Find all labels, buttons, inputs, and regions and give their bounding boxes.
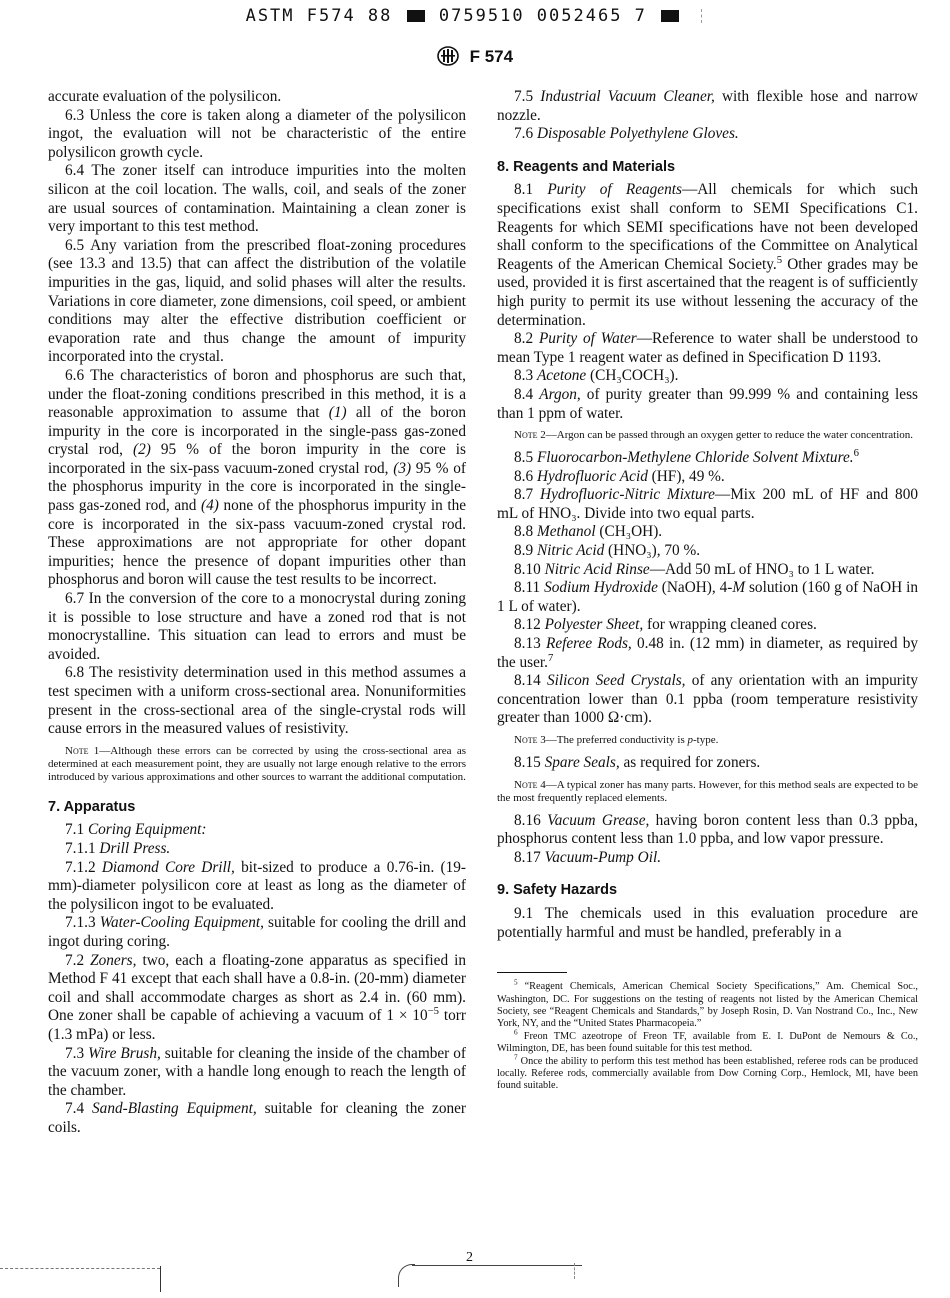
list-item: 8.9 Nitric Acid (HNO₃), 70 %. [514, 542, 701, 560]
right-column [497, 88, 918, 1093]
list-item: 8.15 Spare Seals, as required for zoners. [514, 754, 761, 771]
list-item: 8.4 Argon, of purity greater than 99.999 % and containing less than 1 ppm of water. [497, 385, 918, 422]
paragraph: 6.7 In the conversion of the core to a monocrystal during zoning it is possible to lose structure and have a zoned rod that is not monocrystalline. This situation can lead to errors and must be avoided. [48, 590, 466, 663]
page-header-code [0, 6, 950, 26]
scan-mark [160, 1266, 161, 1292]
list-item: 8.14 Silicon Seed Crystals, of any orientation with an impurity concentration lower than 0.1 ppba (room temperature resistivity greater than 1000 Ω·cm). [497, 672, 918, 727]
paragraph: 6.3 Unless the core is taken along a diameter of the polysilicon ingot, the evaluation will not be characteristic of the entire polysilicon growth cycle. [48, 106, 466, 161]
paragraph: 6.6 The characteristics of boron and phosphorus are such that, under the float-zoning conditions prescribed in this method, it is a reasonable approximation to assume that (1) all of the boron impurity in the core is incorporated in the single-pass gas-zoned crystal rod, (2) 95 % of the boron impurity in the core is incorporated in the six-pass vacuum-zoned crystal rod, (3) 95 % of the phosphorus impurity in the core is incorporated in the single-pass gas-zoned rod, and (4) none of the phosphorus impurity in the core is incorporated in the six-pass vacuum-zoned crystal rod. These approximations are not appropriate for other dopant impurities; hence the presence of dopant impurities other than phosphorus and boron will cause the test results to be incorrect. [48, 366, 467, 589]
footnote-5: $^5$ “Reagent Chemicals, American Chemical Society Specifications,” Am. Chemical Soc., Washington, DC. For suggestions on the testing of reagents not listed by the American Chemical Society, see “Reagent Chemicals and Standards,” by Joseph Rosin, D. Van Nostrand Co., Inc., New York, NY, and the “United States Pharmacopeia.” [497, 978, 918, 1030]
note-4: Note 4—A typical zoner has many parts. However, for this method seals are expected to be the most frequently replaced elements. [497, 778, 918, 804]
note-2: Note 2—Argon can be passed through an oxygen getter to reduce the water concentration. [514, 429, 913, 442]
list-item: 7.1 Coring Equipment: [65, 821, 207, 839]
section-heading-7: 7. Apparatus [48, 798, 136, 815]
astm-logo-icon [437, 46, 459, 66]
header-code-right: 0759510 0052465 7 [438, 6, 647, 26]
section-heading-8: 8. Reagents and Materials [497, 158, 676, 175]
section-heading-9: 9. Safety Hazards [497, 882, 618, 899]
list-item: 8.10 Nitric Acid Rinse—Add 50 mL of HNO₃ to 1 L water. [514, 560, 875, 578]
scan-mark [574, 1263, 575, 1279]
paragraph: 9.1 The chemicals used in this evaluation procedure are potentially harmful and must be handled, preferably in a [497, 904, 918, 941]
list-item: 8.12 Polyester Sheet, for wrapping cleaned cores. [514, 616, 817, 634]
list-item: 8.13 Referee Rods, 0.48 in. (12 mm) in diameter, as required by the user.$^7$ [497, 635, 918, 671]
list-item: 8.3 Acetone (CH₃COCH₃). [514, 367, 679, 385]
header-block-mark [661, 10, 679, 22]
note-1: Note 1—Although these errors can be corrected by using the cross-sectional area as determined at each measurement point, they are usually not large enough relative to the errors introduced by various approximations and other sources to warrant the additional computation. [48, 744, 467, 783]
list-item: 7.4 Sand-Blasting Equipment, suitable for cleaning the zoner coils. [48, 1100, 466, 1136]
paragraph: 6.5 Any variation from the prescribed float-zoning procedures (see 13.3 and 13.5) that can affect the distribution of the volatile impurities in the gas, liquid, and solid phases will alter the results. Variations in core diameter, zone dimensions, coil speed, or ambient conditions may alter the effective distribution coefficient or evaporation rate and thus change the amount of impurity incorporated into the crystal. [48, 236, 466, 366]
header-tick-mark [701, 9, 704, 23]
scan-mark [0, 1268, 160, 1269]
paragraph: accurate evaluation of the polysilicon. [48, 88, 282, 105]
list-item: 7.1.1 Drill Press. [65, 839, 171, 857]
list-item: 8.11 Sodium Hydroxide (NaOH), 4-M solution (160 g of NaOH in 1 L of water). [497, 579, 918, 615]
list-item: 7.2 Zoners, two, each a floating-zone apparatus as specified in Method F 41 except that each shall have a 0.8-in. (20-mm) diameter coil and shall accommodate charges as short as 2.4 in. (60 mm). One zoner shall be capable of achieving a vacuum of $1 \times 10^{-5}$ torr (1.3 mPa) or less. [48, 951, 466, 1043]
list-item: 7.6 Disposable Polyethylene Gloves. [514, 125, 739, 143]
paragraph: 6.8 The resistivity determination used in this method assumes a test specimen with a uniform cross-sectional area. Nonuniformities present in the cross-sectional area of the single-crystal rods will cause errors in the measured values of resistivity. [48, 664, 466, 738]
scan-mark [412, 1265, 582, 1266]
designation-number: F 574 [469, 47, 514, 66]
list-item: 7.1.3 Water-Cooling Equipment, suitable for cooling the drill and ingot during coring. [48, 914, 466, 950]
list-item: 8.2 Purity of Water—Reference to water shall be understood to mean Type 1 reagent water as defined in Specification D 1193. [497, 330, 918, 366]
scan-mark [398, 1264, 415, 1287]
note-3: Note 3—The preferred conductivity is p-type. [514, 734, 719, 746]
list-item: 8.16 Vacuum Grease, having boron content less than 0.3 ppba, phosphorus content less than 1.0 ppba, and low vapor pressure. [497, 811, 918, 848]
list-item: 8.1 Purity of Reagents—All chemicals for which such specifications exist shall conform to SEMI Specifications C1. Reagents for which SEMI specifications have not been developed shall conform to the specifications of the Committee on Analytical Reagents of the American Chemical Society.$^5$ Other grades may be used, provided it is first ascertained that the reagent is of sufficiently high purity to permit its use without lessening the accuracy of the determination. [497, 181, 918, 329]
designation-line [0, 46, 950, 67]
list-item: 7.3 Wire Brush, suitable for cleaning the inside of the chamber of the vacuum zoner, with a handle long enough to reach the length of the chamber. [48, 1044, 466, 1099]
header-code-left: ASTM F574 88 [245, 6, 393, 26]
left-column [48, 88, 466, 1137]
footnote-7: $^7$ Once the ability to perform this test method has been established, referee rods can be produced locally. Referee rods, commercially available from Dow Corning Corp., Hemlock, MI, have been found suitable. [497, 1053, 918, 1092]
list-item: 8.8 Methanol (CH₃OH). [514, 523, 663, 541]
list-item: 7.5 Industrial Vacuum Cleaner, with flexible hose and narrow nozzle. [497, 88, 918, 124]
footnote-6: $^6$ Freon TMC azeotrope of Freon TF, available from E. I. DuPont de Nemours & Co., Wilmington, DE, has been found suitable for this test method. [497, 1028, 918, 1055]
list-item: 8.7 Hydrofluoric-Nitric Mixture—Mix 200 mL of HF and 800 mL of HNO₃. Divide into two equal parts. [497, 486, 919, 522]
page-number: 2 [466, 1250, 473, 1265]
list-item: 8.17 Vacuum-Pump Oil. [514, 848, 662, 866]
list-item: 8.6 Hydrofluoric Acid (HF), 49 %. [514, 467, 725, 485]
list-item: 8.5 Fluorocarbon-Methylene Chloride Solvent Mixture.$^6$ [514, 447, 859, 467]
footnote-rule [497, 972, 567, 973]
list-item: 7.1.2 Diamond Core Drill, bit-sized to produce a 0.76-in. (19-mm)-diameter polysilicon core at least as long as the diameter of the polysilicon ingot to be evaluated. [48, 858, 467, 913]
paragraph: 6.4 The zoner itself can introduce impurities into the molten silicon at the coil location. The walls, coil, and seals of the zoner are usual sources of contamination. Maintaining a clean zoner is very important to this test method. [48, 162, 466, 236]
header-block-mark [407, 10, 425, 22]
